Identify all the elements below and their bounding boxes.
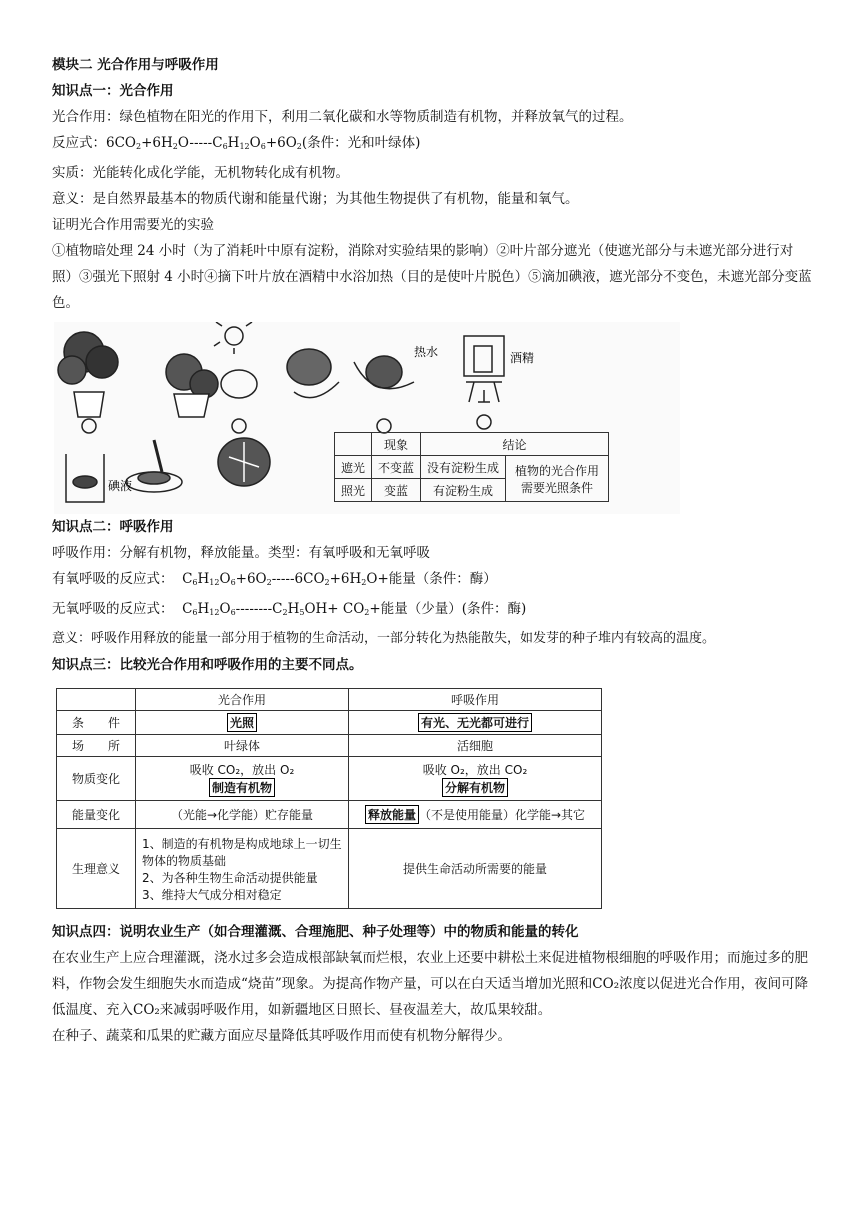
cmp-cell: 制造有机物 [209, 778, 275, 797]
agriculture-paragraph: 在农业生产上应合理灌溉，浇水过多会造成根部缺氧而烂根，农业上还要中耕松土来促进植物根细胞的呼吸作用；而施过多的肥料，作物会发生细胞失水而造成“烧苗”现象。为提高作物产量，可以在白天适当增加光照和CO₂浓度以促进光合作用，夜间可降低温度、充入CO₂来减弱呼吸作用，如新疆地区日照长、昼夜温差大，故瓜果较甜。 [52, 950, 809, 1018]
cmp-header-blank [57, 689, 136, 711]
cmp-cell: 活细胞 [349, 735, 602, 757]
section-1-title: 知识点一：光合作用 [52, 83, 174, 99]
respiration-definition: 呼吸作用：分解有机物，释放能量。类型：有氧呼吸和无氧呼吸 [52, 545, 430, 561]
cmp-row-energy: 能量变化 [57, 801, 136, 829]
cmp-row-location: 场 所 [57, 735, 136, 757]
cmp-header-respiration: 呼吸作用 [349, 689, 602, 711]
result-row-light: 照光 [335, 479, 372, 502]
result-cell: 变蓝 [372, 479, 421, 502]
step3-leaf-icon [287, 349, 414, 433]
photosynthesis-essence: 实质：光能转化成化学能，无机物转化成有机物。 [52, 165, 349, 181]
comparison-table [56, 688, 602, 909]
cmp-header-photosynthesis: 光合作用 [136, 689, 349, 711]
cmp-cell: 吸收 CO₂，放出 O₂ [189, 762, 295, 777]
experiment-steps: ①植物暗处理 24 小时（为了消耗叶中原有淀粉，消除对实验结果的影响）②叶片部分遮光（使遮光部分与未遮光部分进行对照）③强光下照射 4 小时④摘下叶片放在酒精中水浴加热（目的是使叶片脱色）⑤滴加碘液，遮光部分不变色，未遮光部分变蓝色。 [52, 243, 812, 311]
document-page [52, 52, 812, 1049]
cmp-cell: 叶绿体 [136, 735, 349, 757]
module-title: 模块二 光合作用与呼吸作用 [52, 57, 219, 73]
experiment-figure [54, 322, 680, 514]
cmp-cell: 有光、无光都可进行 [418, 713, 532, 732]
cmp-cell: 吸收 O₂，放出 CO₂ [422, 762, 528, 777]
section-4-title: 知识点四：说明农业生产（如合理灌溉、合理施肥、种子处理等）中的物质和能量的转化 [52, 924, 579, 940]
result-cell: 不变蓝 [372, 456, 421, 479]
step2-plant-sun-icon [166, 322, 257, 433]
cmp-cell: 1、制造的有机物是构成地球上一切生物体的物质基础 [142, 836, 342, 868]
result-header-blank [335, 433, 372, 456]
result-row-shade: 遮光 [335, 456, 372, 479]
aerobic-equation: 有氧呼吸的反应式： $C_6H_{12}O_6+6O_2-----6CO_2+6H_2O+$能量（条件：酶） [52, 571, 497, 587]
cmp-row-significance: 生理意义 [57, 829, 136, 909]
cmp-row-matter: 物质变化 [57, 757, 136, 801]
iodine-label: 碘液 [108, 479, 133, 493]
result-header-phenomenon: 现象 [372, 433, 421, 456]
section-2-title: 知识点二：呼吸作用 [52, 519, 174, 535]
photosynthesis-definition: 光合作用：绿色植物在阳光的作用下，利用二氧化碳和水等物质制造有机物，并释放氧气的过程。 [52, 109, 633, 125]
result-conclusion: 植物的光合作用需要光照条件 [506, 456, 609, 502]
cmp-cell: 提供生命活动所需要的能量 [349, 829, 602, 909]
cmp-cell: 释放能量 [365, 805, 419, 824]
cmp-row-condition: 条 件 [57, 711, 136, 735]
section-3-title: 知识点三：比较光合作用和呼吸作用的主要不同点。 [52, 657, 363, 673]
cmp-cell: （不是使用能量）化学能→其它 [418, 808, 586, 822]
step6-dish-dropper-icon [126, 440, 182, 492]
anaerobic-equation: 无氧呼吸的反应式： $C_6H_{12}O_6--------C_2H_5OH+ CO_2+$能量（少量）(条件：酶) [52, 601, 527, 617]
respiration-significance: 意义：呼吸作用释放的能量一部分用于植物的生命活动，一部分转化为热能散失，如发芽的种子堆内有较高的温度。 [52, 631, 716, 646]
alcohol-label: 酒精 [510, 351, 535, 365]
cmp-cell: 分解有机物 [442, 778, 508, 797]
result-header-conclusion: 结论 [421, 433, 609, 456]
photosynthesis-equation: 反应式：$6CO_2+6H_2O-----C_6H_{12}O_6+6O_2$(条件：光和叶绿体) [52, 135, 421, 151]
cmp-cell: 3、维持大气成分相对稳定 [142, 887, 282, 902]
storage-paragraph: 在种子、蔬菜和瓜果的贮藏方面应尽量降低其呼吸作用而使有机物分解得少。 [52, 1028, 511, 1044]
result-cell: 有淀粉生成 [421, 479, 506, 502]
experiment-title: 证明光合作用需要光的实验 [52, 217, 214, 233]
step1-plant-icon [58, 332, 118, 433]
experiment-result-table [334, 432, 609, 502]
cmp-cell: （光能→化学能）贮存能量 [136, 801, 349, 829]
step7-leaf-icon [218, 438, 270, 486]
photosynthesis-significance: 意义：是自然界最基本的物质代谢和能量代谢；为其他生物提供了有机物，能量和氧气。 [52, 191, 579, 207]
result-cell: 没有淀粉生成 [421, 456, 506, 479]
step5-beaker-icon [66, 454, 104, 502]
cmp-cell: 2、为各种生物生命活动提供能量 [142, 870, 318, 885]
hot-water-label: 热水 [414, 345, 439, 359]
cmp-cell: 光照 [227, 713, 257, 732]
step4-heating-icon [464, 336, 504, 429]
